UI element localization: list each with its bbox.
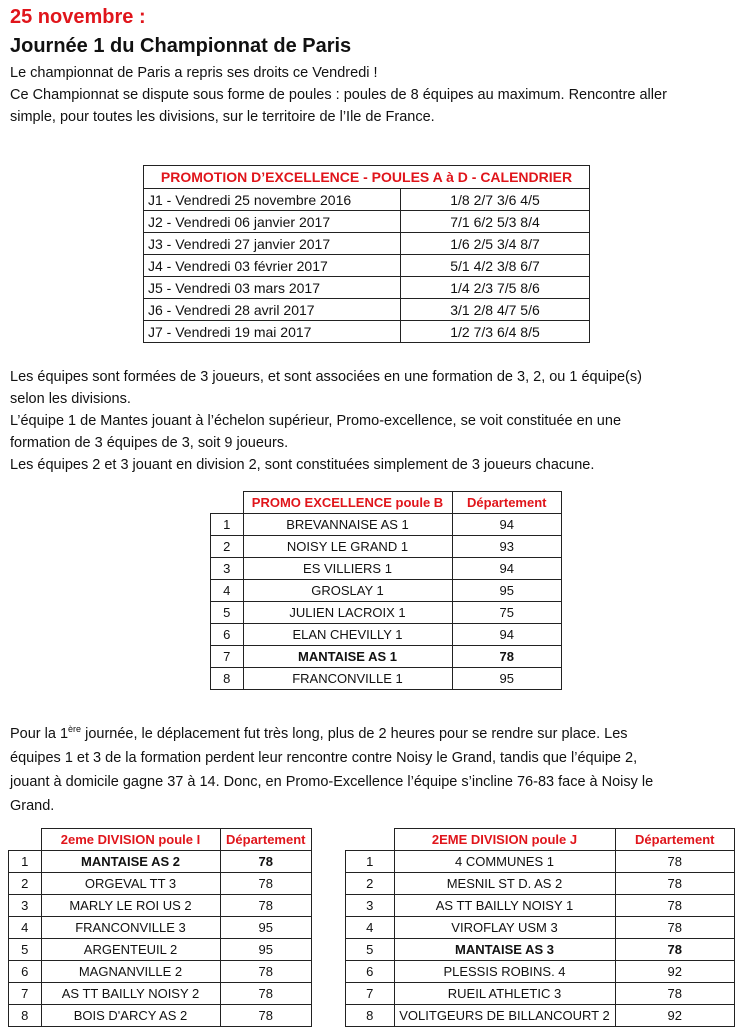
table-row (346, 1005, 735, 1027)
calendar-day: J2 - Vendredi 06 janvier 2017 (144, 211, 401, 233)
department-cell: 78 (615, 873, 735, 895)
header-empty-cell (211, 492, 244, 514)
teams-paragraph (10, 366, 642, 476)
table-row (211, 536, 562, 558)
rank-cell: 8 (9, 1005, 42, 1027)
table-row (346, 983, 735, 1005)
department-cell: 92 (615, 961, 735, 983)
table-row (9, 851, 312, 873)
rank-cell: 1 (211, 514, 244, 536)
table-row (346, 939, 735, 961)
department-cell: 78 (615, 895, 735, 917)
intro-line: simple, pour toutes les divisions, sur le territoire de l’Ile de France. (10, 109, 435, 125)
team-cell: ARGENTEUIL 2 (41, 939, 220, 961)
teams-line: L’équipe 1 de Mantes jouant à l’échelon supérieur, Promo-excellence, se voit constituée en une (10, 413, 622, 429)
department-cell: 94 (452, 514, 562, 536)
department-cell: 95 (220, 917, 312, 939)
rank-cell: 7 (346, 983, 395, 1005)
result-line (10, 717, 740, 746)
table-row (211, 580, 562, 602)
page-title: Journée 1 du Championnat de Paris (10, 35, 352, 57)
team-cell: AS TT BAILLY NOISY 1 (394, 895, 615, 917)
table-row (346, 961, 735, 983)
team-cell: ORGEVAL TT 3 (41, 873, 220, 895)
table-row (144, 299, 590, 321)
calendar-matches: 1/8 2/7 3/6 4/5 (401, 189, 590, 211)
div2-j-header-dept: Département (615, 829, 735, 851)
team-cell: AS TT BAILLY NOISY 2 (41, 983, 220, 1005)
table-row (144, 277, 590, 299)
table-row (346, 851, 735, 873)
intro-line: Le championnat de Paris a repris ses droits ce Vendredi ! (10, 65, 378, 81)
department-cell: 78 (615, 851, 735, 873)
department-cell: 95 (220, 939, 312, 961)
result-line: Grand. (10, 797, 55, 814)
teams-line: Les équipes sont formées de 3 joueurs, et sont associées en une formation de 3, 2, ou 1 équipe(s) (10, 369, 642, 385)
team-cell: ELAN CHEVILLY 1 (243, 624, 452, 646)
department-cell: 78 (452, 646, 562, 668)
department-cell: 75 (452, 602, 562, 624)
calendar-header: PROMOTION D’EXCELLENCE - POULES A à D - CALENDRIER (144, 166, 590, 189)
team-cell: 4 COMMUNES 1 (394, 851, 615, 873)
table-row (211, 646, 562, 668)
table-row (346, 873, 735, 895)
promo-b-table (210, 491, 562, 690)
team-cell: RUEIL ATHLETIC 3 (394, 983, 615, 1005)
table-row (346, 895, 735, 917)
promo-b-header-dept: Département (452, 492, 562, 514)
department-cell: 94 (452, 624, 562, 646)
table-row (211, 668, 562, 690)
intro-paragraph (10, 62, 667, 128)
calendar-matches: 1/2 7/3 6/4 8/5 (401, 321, 590, 343)
table-row (9, 961, 312, 983)
rank-cell: 8 (211, 668, 244, 690)
rank-cell: 5 (346, 939, 395, 961)
team-cell: BOIS D'ARCY AS 2 (41, 1005, 220, 1027)
calendar-day: J5 - Vendredi 03 mars 2017 (144, 277, 401, 299)
teams-line: selon les divisions. (10, 391, 131, 407)
department-cell: 78 (220, 1005, 312, 1027)
team-cell: MARLY LE ROI US 2 (41, 895, 220, 917)
team-cell: JULIEN LACROIX 1 (243, 602, 452, 624)
header-empty-cell (346, 829, 395, 851)
rank-cell: 2 (211, 536, 244, 558)
div2-j-table (345, 828, 735, 1027)
calendar-matches: 3/1 2/8 4/7 5/6 (401, 299, 590, 321)
table-row (9, 917, 312, 939)
team-cell: VIROFLAY USM 3 (394, 917, 615, 939)
div2-i-header-dept: Département (220, 829, 312, 851)
department-cell: 92 (615, 1005, 735, 1027)
team-cell: ES VILLIERS 1 (243, 558, 452, 580)
department-cell: 78 (220, 983, 312, 1005)
rank-cell: 4 (9, 917, 42, 939)
table-row (9, 895, 312, 917)
intro-line: Ce Championnat se dispute sous forme de poules : poules de 8 équipes au maximum. Rencontre aller (10, 87, 667, 103)
calendar-matches: 7/1 6/2 5/3 8/4 (401, 211, 590, 233)
table-row (211, 602, 562, 624)
table-row (9, 1005, 312, 1027)
date-heading: 25 novembre : (10, 6, 146, 28)
table-row (144, 233, 590, 255)
calendar-matches: 1/4 2/3 7/5 8/6 (401, 277, 590, 299)
rank-cell: 2 (9, 873, 42, 895)
div2-i-table (8, 828, 312, 1027)
result-line: équipes 1 et 3 de la formation perdent leur rencontre contre Noisy le Grand, tandis que l’équipe 2, (10, 749, 638, 766)
rank-cell: 5 (211, 602, 244, 624)
table-row (144, 211, 590, 233)
rank-cell: 1 (346, 851, 395, 873)
calendar-table (143, 165, 590, 343)
table-row (211, 624, 562, 646)
table-row (9, 873, 312, 895)
rank-cell: 2 (346, 873, 395, 895)
rank-cell: 3 (211, 558, 244, 580)
table-row (211, 514, 562, 536)
calendar-matches: 1/6 2/5 3/4 8/7 (401, 233, 590, 255)
promo-b-header-name: PROMO EXCELLENCE poule B (243, 492, 452, 514)
team-cell: PLESSIS ROBINS. 4 (394, 961, 615, 983)
rank-cell: 6 (211, 624, 244, 646)
rank-cell: 8 (346, 1005, 395, 1027)
department-cell: 93 (452, 536, 562, 558)
rank-cell: 3 (346, 895, 395, 917)
table-row (144, 321, 590, 343)
department-cell: 78 (615, 983, 735, 1005)
result-line: jouant à domicile gagne 37 à 14. Donc, en Promo-Excellence l’équipe s’incline 76-83 face à Noisy le (10, 773, 654, 790)
rank-cell: 4 (211, 580, 244, 602)
rank-cell: 1 (9, 851, 42, 873)
team-cell: NOISY LE GRAND 1 (243, 536, 452, 558)
calendar-day: J3 - Vendredi 27 janvier 2017 (144, 233, 401, 255)
team-cell: MESNIL ST D. AS 2 (394, 873, 615, 895)
team-cell: BREVANNAISE AS 1 (243, 514, 452, 536)
department-cell: 78 (220, 895, 312, 917)
rank-cell: 7 (211, 646, 244, 668)
rank-cell: 7 (9, 983, 42, 1005)
team-cell: MANTAISE AS 2 (41, 851, 220, 873)
table-row (9, 983, 312, 1005)
rank-cell: 6 (346, 961, 395, 983)
table-row (9, 939, 312, 961)
team-cell: MANTAISE AS 3 (394, 939, 615, 961)
team-cell: VOLITGEURS DE BILLANCOURT 2 (394, 1005, 615, 1027)
table-row (346, 917, 735, 939)
department-cell: 95 (452, 668, 562, 690)
calendar-day: J7 - Vendredi 19 mai 2017 (144, 321, 401, 343)
calendar-day: J4 - Vendredi 03 février 2017 (144, 255, 401, 277)
teams-line: Les équipes 2 et 3 jouant en division 2, sont constituées simplement de 3 joueurs chacune. (10, 457, 595, 473)
department-cell: 78 (220, 851, 312, 873)
result-paragraph (10, 717, 740, 818)
rank-cell: 6 (9, 961, 42, 983)
div2-j-header-name: 2EME DIVISION poule J (394, 829, 615, 851)
department-cell: 94 (452, 558, 562, 580)
department-cell: 78 (615, 939, 735, 961)
header-empty-cell (9, 829, 42, 851)
department-cell: 78 (220, 873, 312, 895)
calendar-matches: 5/1 4/2 3/8 6/7 (401, 255, 590, 277)
result-line1-sup: ère (68, 724, 82, 734)
teams-line: formation de 3 équipes de 3, soit 9 joueurs. (10, 435, 289, 451)
rank-cell: 3 (9, 895, 42, 917)
department-cell: 78 (615, 917, 735, 939)
team-cell: MANTAISE AS 1 (243, 646, 452, 668)
table-row (144, 189, 590, 211)
team-cell: GROSLAY 1 (243, 580, 452, 602)
department-cell: 78 (220, 961, 312, 983)
table-row (144, 255, 590, 277)
result-line1-end: journée, le déplacement fut très long, plus de 2 heures pour se rendre sur place. Les (81, 725, 628, 742)
team-cell: MAGNANVILLE 2 (41, 961, 220, 983)
team-cell: FRANCONVILLE 1 (243, 668, 452, 690)
department-cell: 95 (452, 580, 562, 602)
calendar-day: J1 - Vendredi 25 novembre 2016 (144, 189, 401, 211)
rank-cell: 5 (9, 939, 42, 961)
result-line1-start: Pour la 1 (10, 725, 69, 742)
rank-cell: 4 (346, 917, 395, 939)
calendar-day: J6 - Vendredi 28 avril 2017 (144, 299, 401, 321)
div2-i-header-name: 2eme DIVISION poule I (41, 829, 220, 851)
table-row (211, 558, 562, 580)
team-cell: FRANCONVILLE 3 (41, 917, 220, 939)
